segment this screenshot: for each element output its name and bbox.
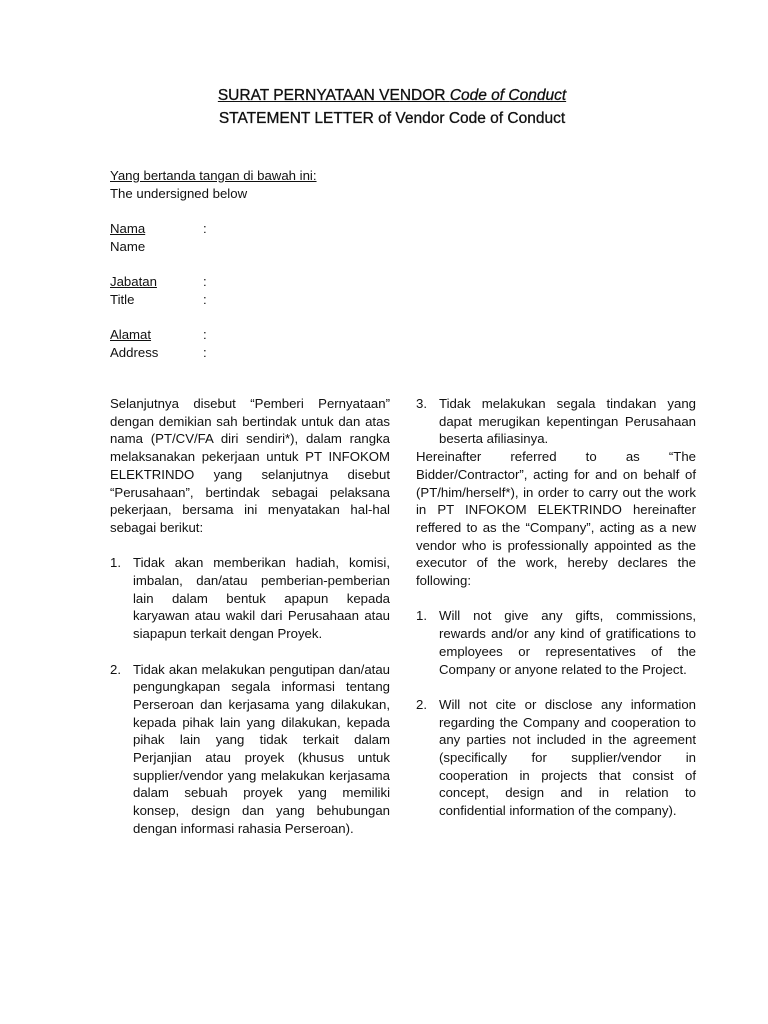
field-address-label-en: Address <box>110 344 159 360</box>
left-item-2-number: 2. <box>110 661 121 677</box>
left-item-1-number: 1. <box>110 555 121 571</box>
left-paragraph: Selanjutnya disebut “Pemberi Pernyataan” dengan demikian sah bertindak untuk dan atas nama (PT/CV/FA diri sendiri*), dalam rangka melaksanakan pekerjaan untuk PT INFOKOM ELEKTRINDO yang selanjutnya disebut “Perusahaan”, bertindak sebagai pelaksana pekerjaan, bersama ini menyatakan hal-hal sebagai berikut: <box>110 396 390 535</box>
field-address-colon-id: : <box>203 327 207 342</box>
right-item-3-number: 3. <box>416 396 427 411</box>
intro-block <box>110 167 410 202</box>
right-column <box>416 395 696 820</box>
left-list-item-2 <box>110 661 390 838</box>
title-english: STATEMENT LETTER of Vendor Code of Conduct <box>218 110 566 127</box>
right-list-item-2 <box>416 696 696 820</box>
title-indonesian <box>0 86 768 106</box>
field-name-colon-id: : <box>203 221 207 236</box>
left-item-2-text: Tidak akan melakukan pengutipan dan/atau pengungkapan segala informasi tentang Perseroan dan kerjasama yang dilakukan, kepada pihak lain yang dilakukan, kepada pihak lain yang tidak terkait dalam Perjanjian atau proyek (khusus untuk supplier/vendor yang melakukan kerjasama dalam sebuah proyek yang memiliki konsep, design dan yang behubungan dengan informasi rahasia Perseroan). <box>133 661 390 836</box>
field-title-label-id: Jabatan <box>110 274 157 289</box>
field-title-label-en: Title <box>110 291 135 307</box>
left-column <box>110 395 390 838</box>
left-item-1-text: Tidak akan memberikan hadiah, komisi, imbalan, dan/atau pemberian-pemberian lain dalam bentuk apapun kepada karyawan atau wakil dari Perusahaan atau siapapun terkait dengan Proyek. <box>133 555 390 642</box>
field-address-colon-en: : <box>203 344 207 360</box>
right-item-2-text: Will not cite or disclose any information regarding the Company and cooperation to any parties not included in the agreement (specifically for supplier/vendor in cooperation in projects that consist of concept, design and in relation to confidential information of the company). <box>439 696 696 819</box>
right-list-item-1 <box>416 607 696 678</box>
title-indonesian-italic: Code of Conduct <box>449 87 567 104</box>
right-paragraph: Hereinafter referred to as “The Bidder/Contractor”, acting for and on behalf of (PT/him/herself*), in order to carry out the work in PT INFOKOM ELEKTRINDO hereinafter reffered to as the “Company”, acting as a new vendor who is professionally appointed as the executor of the work, hereby declares the following: <box>416 449 696 589</box>
title-indonesian-text: SURAT PERNYATAAN VENDOR <box>217 87 450 104</box>
left-list-item-1 <box>110 554 390 643</box>
field-name-label-id: Nama <box>110 221 146 236</box>
field-title-colon-en: : <box>203 291 207 307</box>
right-list-item-3 <box>416 395 696 448</box>
right-item-1-number: 1. <box>416 608 427 624</box>
field-title-colon-id: : <box>203 274 207 289</box>
field-title <box>110 273 410 308</box>
field-address-label-id: Alamat <box>110 327 152 342</box>
intro-indonesian: Yang bertanda tangan di bawah ini: <box>110 168 317 183</box>
right-item-1-text: Will not give any gifts, commissions, rewards and/or any kind of gratifications to employees or representatives of the Company or anyone related to the Project. <box>439 608 696 677</box>
field-address <box>110 326 410 361</box>
right-item-3-text: Tidak melakukan segala tindakan yang dapat merugikan kepentingan Perusahaan beserta afiliasinya. <box>439 396 696 447</box>
right-item-2-number: 2. <box>416 696 427 712</box>
intro-english: The undersigned below <box>110 185 248 201</box>
field-name <box>110 220 410 255</box>
field-name-label-en: Name <box>110 238 146 254</box>
